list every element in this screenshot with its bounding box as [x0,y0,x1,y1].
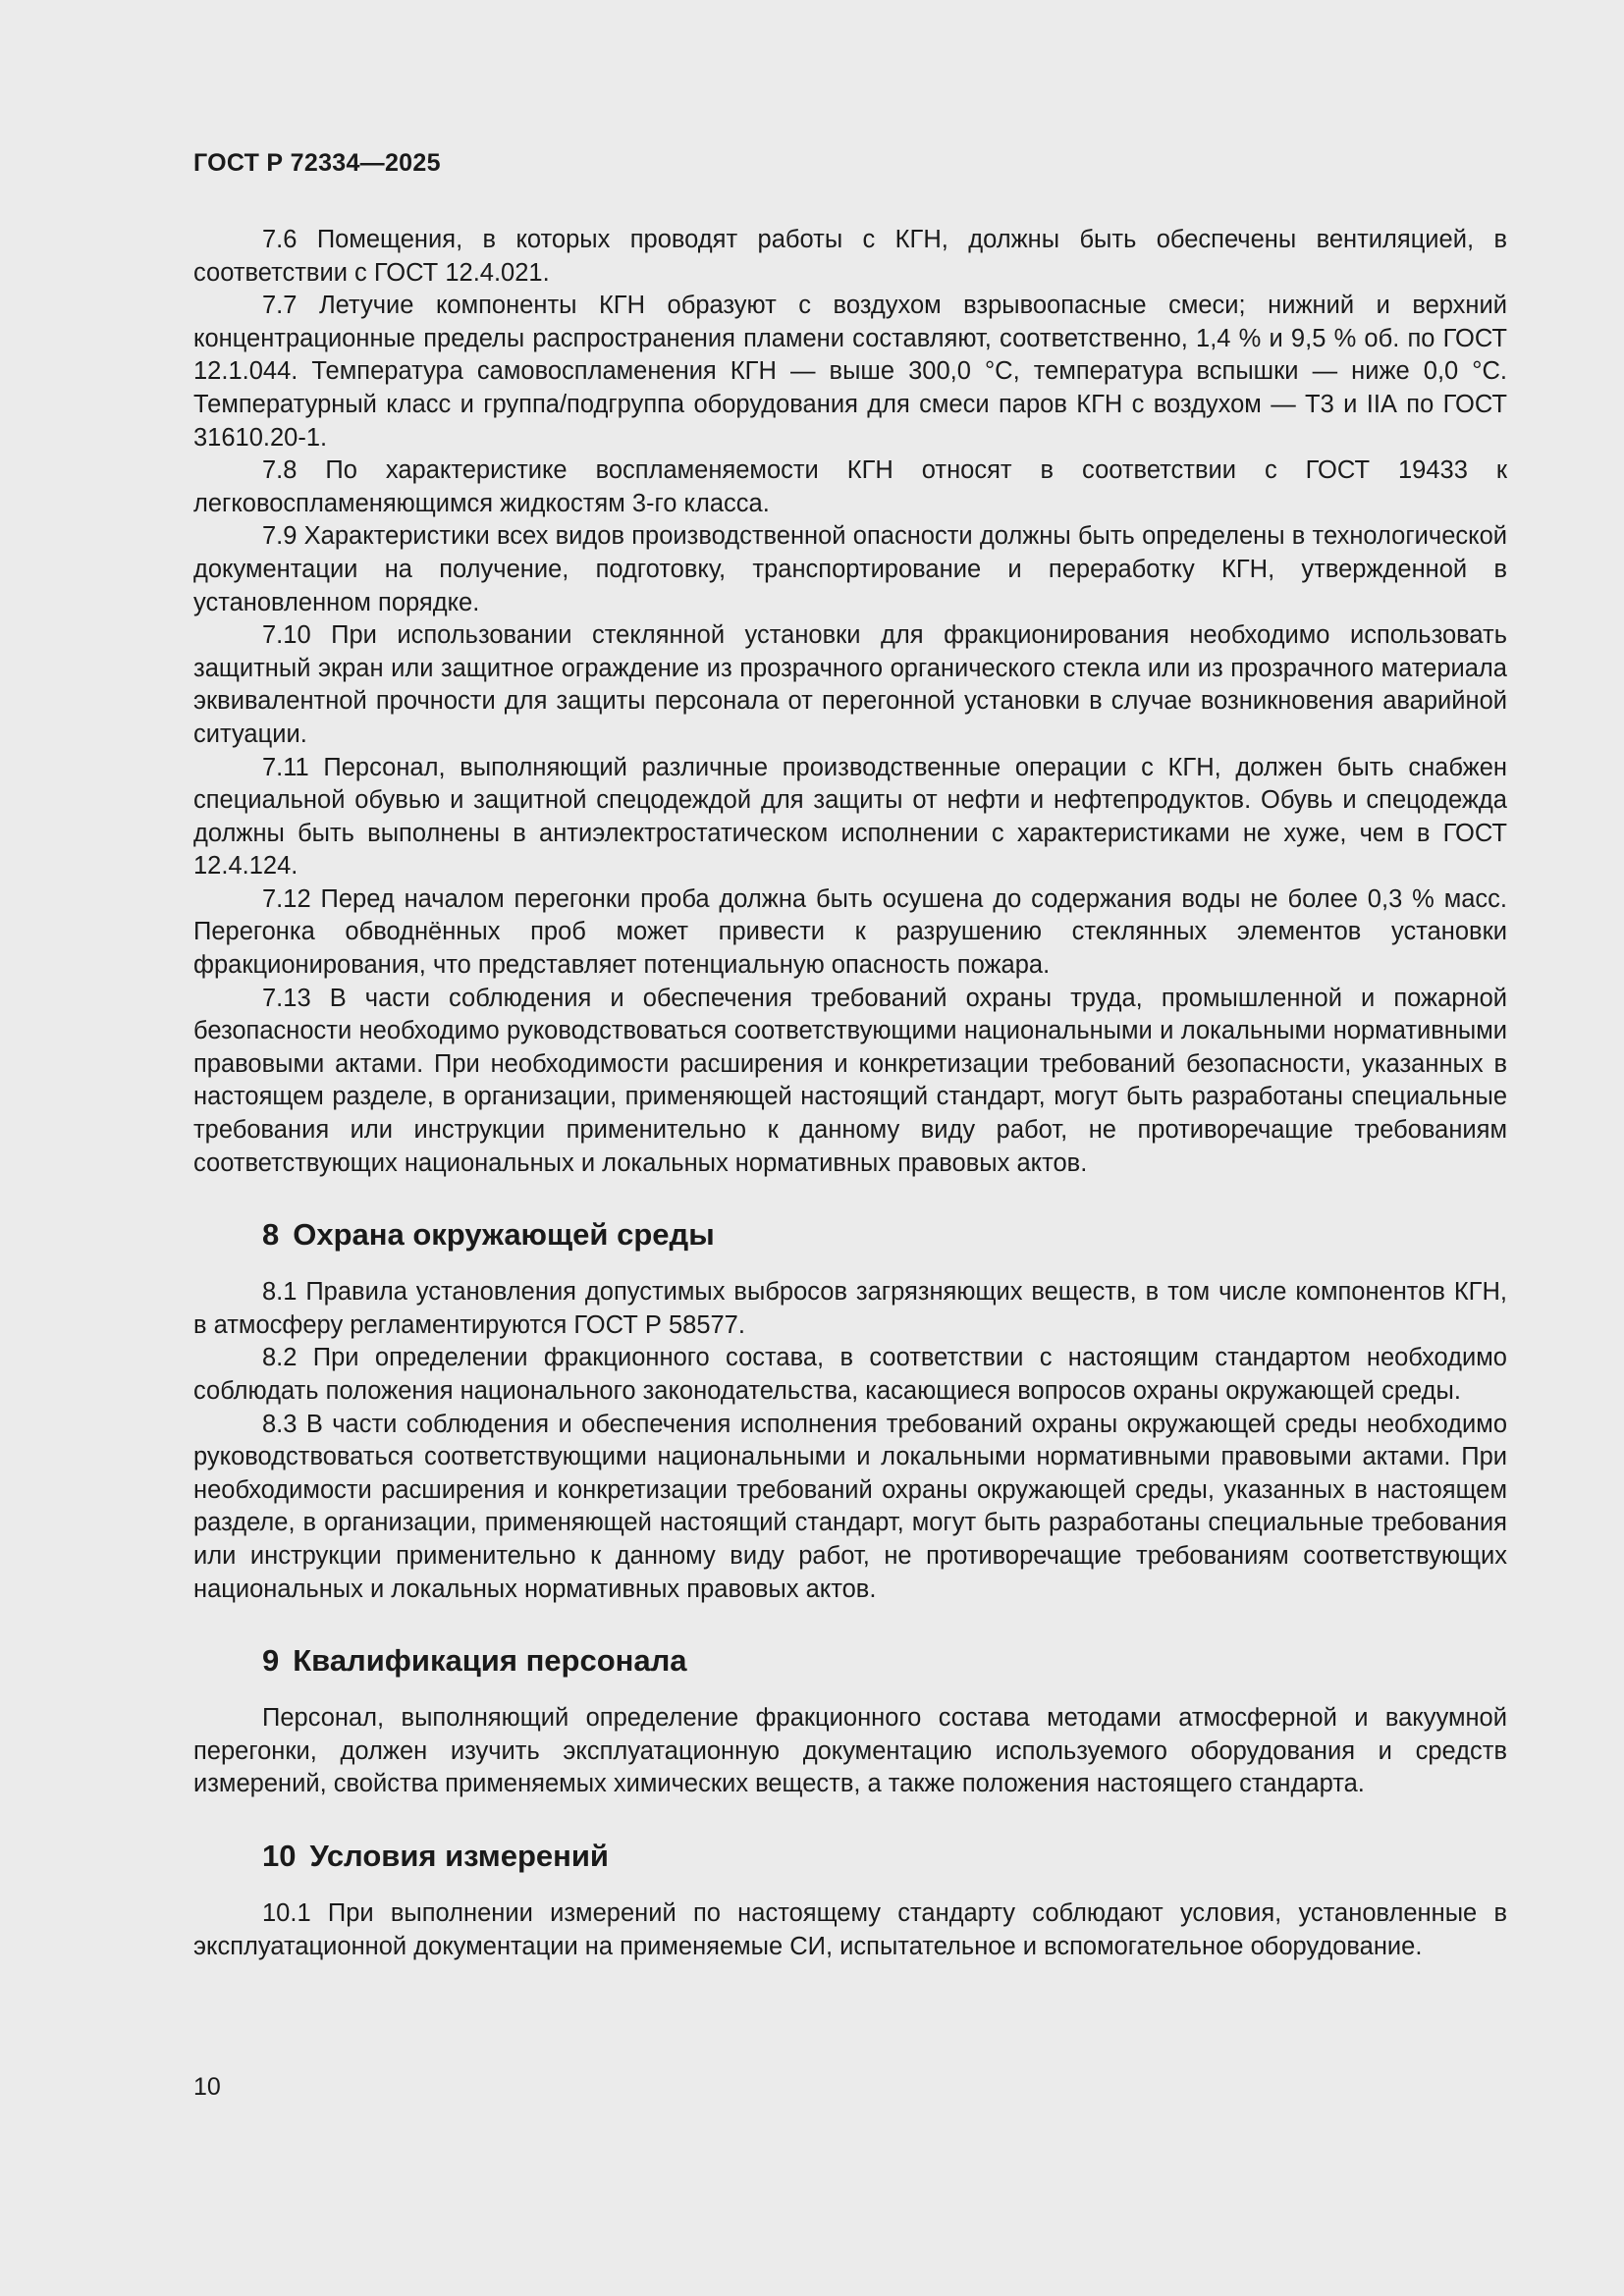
section-10-title: Условия измерений [309,1838,609,1873]
document-header: ГОСТ Р 72334—2025 [193,149,441,177]
paragraph-7-6: 7.6 Помещения, в которых проводят работы с КГН, должны быть обеспечены вентиляцией, в соответствии с ГОСТ 12.4.021. [193,226,1507,287]
paragraph-7-9: 7.9 Характеристики всех видов производственной опасности должны быть определены в технологической документации на получение, подготовку, транспортирование и переработку КГН, утвержденной в установленном порядке. [193,522,1507,616]
paragraph-7-7: 7.7 Летучие компоненты КГН образуют с воздухом взрывоопасные смеси; нижний и верхний концентрационные пределы распространения пламени составляют, соответственно, 1,4 % и 9,5 % об. по ГОСТ 12.1.044. Температура самовоспламенения КГН — выше 300,0 °С, температура вспышки — ниже 0,0 °С. Температурный класс и группа/подгруппа оборудования для смеси паров КГН с воздухом — Т3 и IIА по ГОСТ 31610.20-1. [193,292,1507,452]
section-8-title: Охрана окружающей среды [293,1217,715,1253]
paragraph-10-1: 10.1 При выполнении измерений по настоящему стандарту соблюдают условия, установленные в эксплуатационной документации на применяемые СИ, испытательное и вспомогательное оборудование. [193,1898,1507,1960]
section-9-number: 9 [262,1643,280,1679]
section-9-title: Квалификация персонала [293,1643,687,1679]
paragraph-7-13: 7.13 В части соблюдения и обеспечения требований охраны труда, промышленной и пожарной безопасности необходимо руководствоваться соответствующими национальными и локальными нормативными правовыми актами. При необходимости расширения и конкретизации требований безопасности, указанных в настоящем разделе, в организации, применяющей настоящий стандарт, могут быть разработаны специальные требования или инструкции применительно к данному виду работ, не противоречащие требованиям соответствующих национальных и локальных нормативных правовых актов. [193,984,1507,1177]
paragraph-7-11: 7.11 Персонал, выполняющий различные производственные операции с КГН, должен быть снабжен специальной обувью и защитной спецодеждой для защиты от нефти и нефтепродуктов. Обувь и спецодежда должны быть выполнены в антиэлектростатическом исполнении с характеристиками не хуже, чем в ГОСТ 12.4.124. [193,753,1507,881]
section-10-heading [193,1837,1507,1876]
section-7-paragraphs [193,224,1507,1180]
paragraph-7-12: 7.12 Перед началом перегонки проба должна быть осушена до содержания воды не более 0,3 % масс. Перегонка обводнённых проб может привести к разрушению стеклянных элементов установки фракционирования, что представляет потенциальную опасность пожара. [193,884,1507,980]
paragraph-8-3: 8.3 В части соблюдения и обеспечения исполнения требований охраны окружающей среды необходимо руководствоваться соответствующими национальными и локальными нормативными правовыми актами. При необходимости расширения и конкретизации требований охраны окружающей среды, указанных в настоящем разделе, в организации, применяющей настоящий стандарт, могут быть разработаны специальные требования или инструкции применительно к данному виду работ, не противоречащие требованиям соответствующих национальных и локальных нормативных правовых актов. [193,1410,1507,1603]
section-10-paragraphs [193,1897,1507,1963]
section-9-heading [193,1641,1507,1681]
section-8-number: 8 [262,1217,280,1253]
paragraph-8-2: 8.2 При определении фракционного состава, в соответствии с настоящим стандартом необходимо соблюдать положения национального законодательства, касающиеся вопросов охраны окружающей среды. [193,1344,1507,1405]
paragraph-8-1: 8.1 Правила установления допустимых выбросов загрязняющих веществ, в том числе компонентов КГН, в атмосферу регламентируются ГОСТ Р 58577. [193,1278,1507,1339]
section-9-paragraphs [193,1702,1507,1801]
section-8-paragraphs [193,1276,1507,1606]
document-body [193,224,1507,1963]
paragraph-7-8: 7.8 По характеристике воспламеняемости КГН относят в соответствии с ГОСТ 19433 к легковоспламеняющимся жидкостям 3-го класса. [193,456,1507,517]
section-8-heading [193,1215,1507,1255]
section-10-number: 10 [262,1838,297,1873]
page-number: 10 [193,2073,221,2101]
paragraph-7-10: 7.10 При использовании стеклянной установки для фракционирования необходимо использовать защитный экран или защитное ограждение из прозрачного органического стекла или из прозрачного материала эквивалентной прочности для защиты персонала от перегонной установки в случае возникновения аварийной ситуации. [193,621,1507,748]
paragraph-9-1: Персонал, выполняющий определение фракционного состава методами атмосферной и вакуумной перегонки, должен изучить эксплуатационную документацию используемого оборудования и средств измерений, свойства применяемых химических веществ, а также положения настоящего стандарта. [193,1704,1507,1798]
